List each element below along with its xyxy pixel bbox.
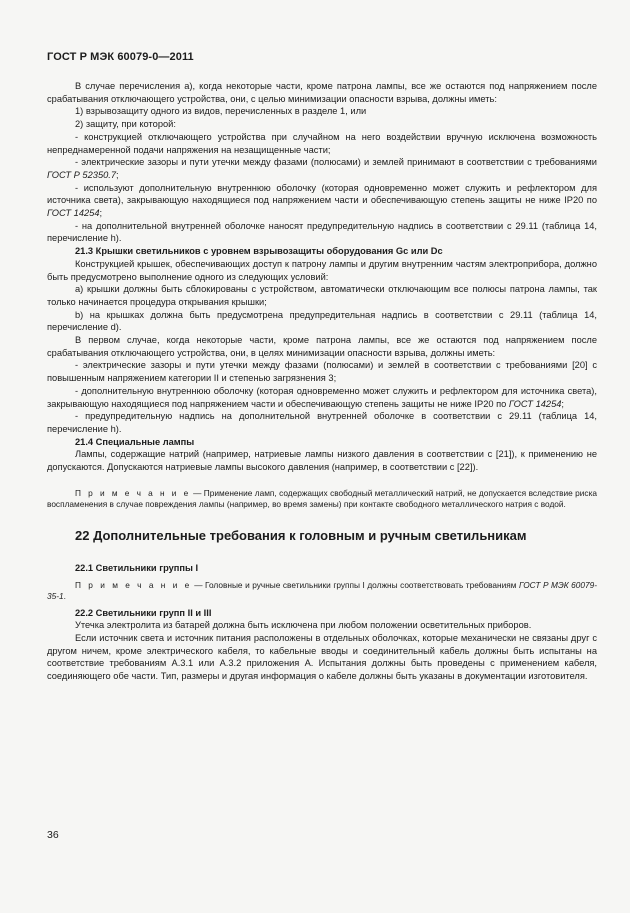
subsection-heading: 21.3 Крышки светильников с уровнем взрывозащиты оборудования Gc или Dc xyxy=(75,246,443,257)
list-item: - предупредительную надпись на дополнительной внутренней оболочке в соответствии с 29.11 (таблица 14, перечисление h). xyxy=(47,411,597,434)
list-item: b) на крышках должна быть предусмотрена предупредительная надпись в соответствии с 29.11 (таблица 14, перечисление d). xyxy=(47,309,597,333)
document-header: ГОСТ Р МЭК 60079-0—2011 xyxy=(47,51,194,63)
standard-ref: ГОСТ 14254 xyxy=(47,208,100,219)
text-run: . xyxy=(63,590,66,601)
text-run: - используют дополнительную внутреннюю оболочку (которая одновременно может служить и рефлектором для источника света), закрывающую находящиеся под напряжением части и обеспечивающую степень защиты не ниже IP20 по xyxy=(47,182,597,206)
standard-ref: ГОСТ 14254 xyxy=(508,398,562,409)
subsection-heading: 22.1 Светильники группы I xyxy=(75,562,199,573)
list-item: - на дополнительной внутренней оболочке наносят предупредительную надпись в соответствии с 29.11 (таблица 14, перечисление h). xyxy=(47,220,597,244)
paragraph: Конструкцией крышек, обеспечивающих доступ к патрону лампы и другим внутренним частям электроприбора, должно быть предусмотрено выполнение одного из следующих условий: xyxy=(47,258,597,282)
paragraph: Если источник света и источник питания расположены в отдельных оболочках, которые механически не связаны друг с другом ничем, кроме электрического кабеля, то кабельные вводы и соединительный кабель должны быть испытаны на соответствие требованиям А.3.1 или А.3.2 приложения А. Испытания должны быть проведены с применением кабеля, соединяющего обе части. Тип, размеры и другая информация о кабеле должны быть указаны в документации изготовителя. xyxy=(47,632,597,682)
note xyxy=(47,580,597,602)
subsection-heading: 22.2 Светильники групп II и III xyxy=(75,607,212,618)
page-number: 36 xyxy=(47,829,59,841)
paragraph: Утечка электролита из батарей должна быть исключена при любом положении осветительных приборов. xyxy=(75,620,532,631)
paragraph: Лампы, содержащие натрий (например, натриевые лампы низкого давления в соответствии с [21]), к применению не допускаются. Допускаются натриевые лампы высокого давления (например, в соответствии с [22]). xyxy=(47,449,597,473)
note xyxy=(47,488,597,510)
list-item xyxy=(47,385,597,410)
paragraph: В случае перечисления a), когда некоторые части, кроме патрона лампы, все же остаются под напряжением после срабатывания отключающего устройства, они, с целью минимизации опасности взрыва, должны иметь: xyxy=(47,81,597,104)
text-run: - дополнительную внутреннюю оболочку (которая одновременно может служить и рефлектором для источника света), закрывающую находящиеся под напряжением части и обеспечивающую степень защиты не ниже IP20 по xyxy=(47,385,597,409)
section-heading: 22 Дополнительные требования к головным и ручным светильникам xyxy=(75,527,527,543)
text-run: ; xyxy=(99,208,103,219)
text-run: - электрические зазоры и пути утечки между фазами (полюсами) и землей принимают в соответствии с требованиями xyxy=(75,157,597,168)
list-item: 2) защиту, при которой: xyxy=(75,119,176,130)
list-item: 1) взрывозащиту одного из видов, перечисленных в разделе 1, или xyxy=(75,106,367,117)
subsection-heading: 21.4 Специальные лампы xyxy=(75,436,195,447)
list-item: a) крышки должны быть сблокированы с устройством, автоматически отключающим все полюсы патрона лампы, так только начинается процедура открывания крышки; xyxy=(47,284,597,307)
text-run: ; xyxy=(561,398,565,409)
note-label: П р и м е ч а н и е xyxy=(75,579,192,590)
list-item xyxy=(47,182,597,220)
list-item xyxy=(47,156,597,181)
list-item: - электрические зазоры и пути утечки между фазами (полюсами) и землей в соответствии с требованиями [20] с повышенным напряжением категории II и степенью загрязнения 3; xyxy=(47,360,597,384)
text-run: ; xyxy=(116,169,119,180)
standard-ref: ГОСТ Р МЭК 60079-35-1 xyxy=(47,579,597,601)
standard-ref: ГОСТ Р 52350.7 xyxy=(47,169,117,180)
note-text: — Применение ламп, содержащих свободный металлический натрий, не допускается вследствие риска воспламенения в случае повреждения лампы (например, во время замены) при контакте свободного металлического натрия с водой. xyxy=(47,487,597,509)
list-item: - конструкцией отключающего устройства при случайном на него воздействии вручную исключена возможность непреднамеренной подачи напряжения на незащищенные части; xyxy=(47,131,597,155)
paragraph: В первом случае, когда некоторые части, кроме патрона лампы, все же остаются под напряжением после срабатывания отключающего устройства, они, в целях минимизации опасности взрыва, должны иметь: xyxy=(47,335,597,358)
document-body xyxy=(47,80,597,683)
note-label: П р и м е ч а н и е xyxy=(75,487,191,498)
note-text: — Головные и ручные светильники группы I должны соответствовать требованиям xyxy=(191,579,519,590)
